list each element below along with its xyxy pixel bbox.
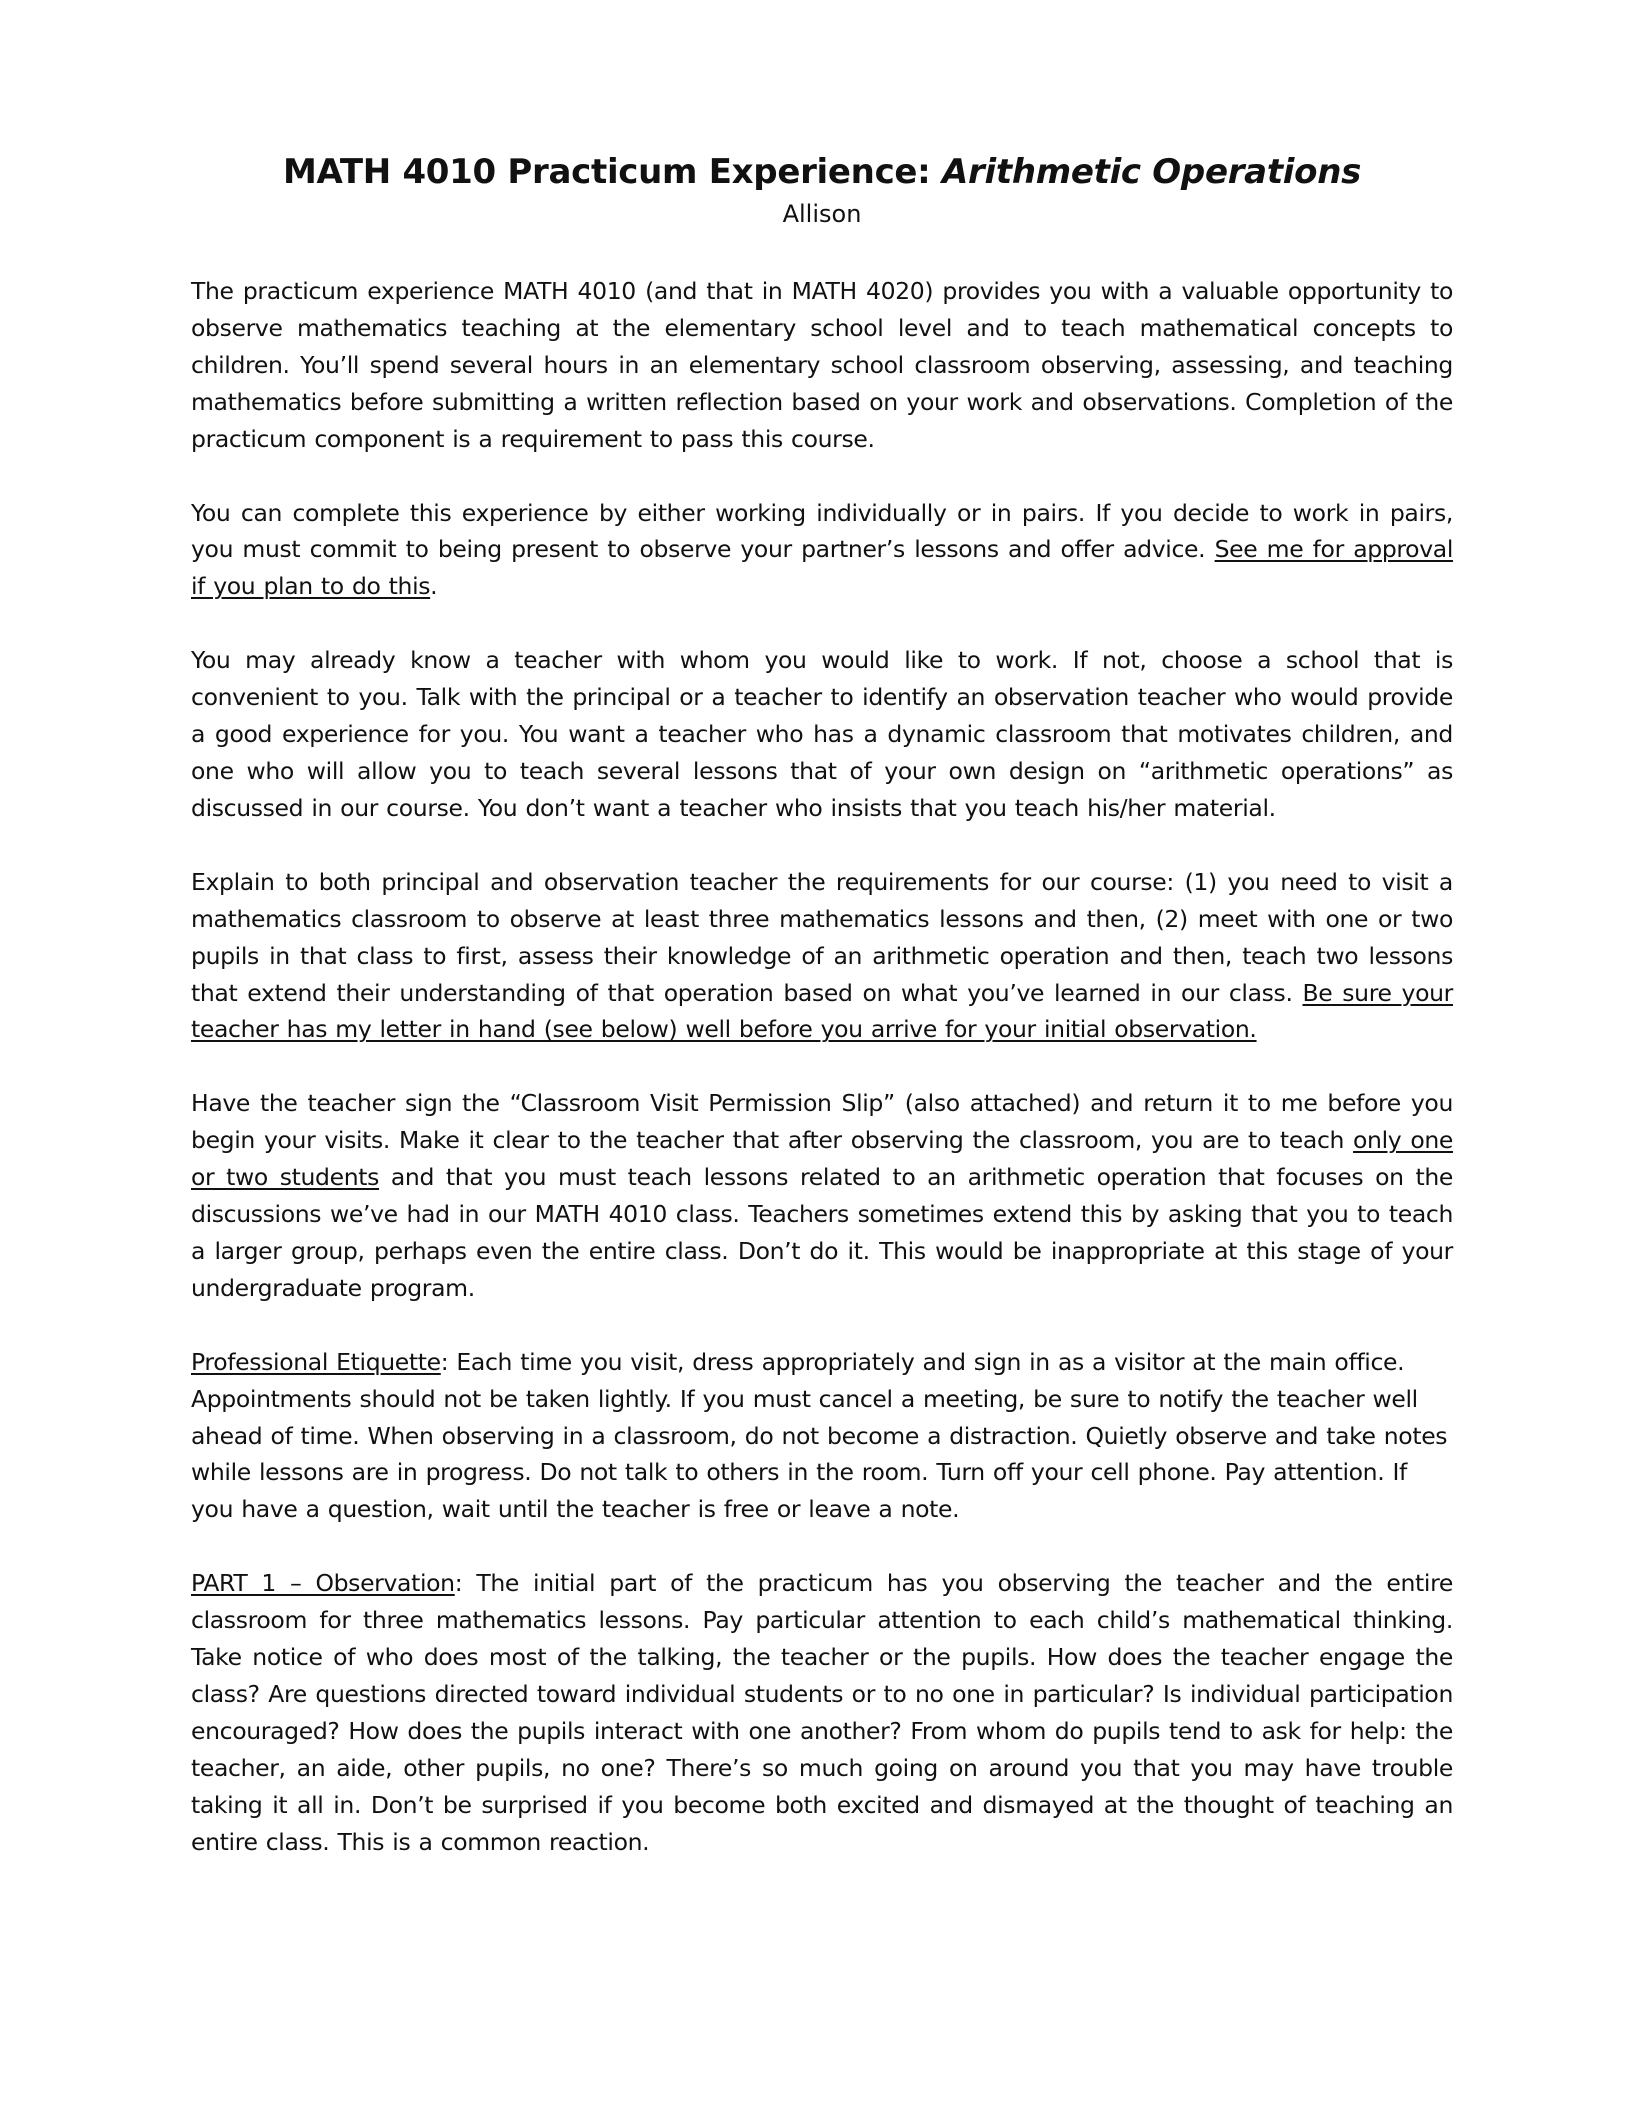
paragraph-requirements-text: Explain to both principal and observation teacher the requirements for our course: (1) you need to visit a mathematics classroom to observe at least three mathematics lessons and then, (2) meet with one or two pupils in that class to first, assess their knowledge of an arithmetic operation and then, teach two lessons that extend their understanding of that operation based on what you’ve learned in our class.: [191, 867, 1453, 1007]
title-subtitle: Arithmetic Operations: [942, 152, 1362, 192]
paragraph-permission-slip-rest: and that you must teach lessons related to an arithmetic operation that focuses on the discussions we’ve had in our MATH 4010 class. Teachers sometimes extend this by asking that you to teach a larger group, perhaps even the entire class. Don’t do it. This would be inappropriate at this stage of your undergraduate program.: [191, 1163, 1454, 1302]
students-note: only one or two students: [191, 1126, 1453, 1192]
etiquette-text: : Each time you visit, dress appropriately and sign in as a visitor at the main office. Appointments should not be taken lightly. If you must cancel a meeting, be sure to notify the teacher well ahead of time. When observing in a classroom, do not become a distraction. Quietly observe and take notes while lessons are in progress. Do not talk to others in the room. Turn off your cell phone. Pay attention. If you have a question, wait until the teacher is free or leave a note.: [191, 1347, 1448, 1524]
etiquette-heading: Professional Etiquette: [191, 1347, 441, 1376]
paragraph-intro: The practicum experience MATH 4010 (and that in MATH 4020) provides you with a valuable opportunity to observe mathematics teaching at the elementary school level and to teach mathematical concepts to children. You’ll spend several hours in an elementary school classroom observing, assessing, and teaching mathematics before submitting a written reflection based on your work and observations. Completion of the practicum component is a requirement to pass this course.: [191, 277, 1453, 453]
paragraph-requirements: [191, 864, 1453, 1049]
paragraph-choose-teacher: You may already know a teacher with whom you would like to work. If not, choose a school that is convenient to you. Talk with the principal or a teacher to identify an observation teacher who would provide a good experience for you. You want a teacher who has a dynamic classroom that motivates children, and one who will allow you to teach several lessons that of your own design on “arithmetic operations” as discussed in our course. You don’t want a teacher who insists that you teach his/her material.: [191, 646, 1453, 822]
paragraph-permission-slip: [191, 1085, 1453, 1306]
author-name: Allison: [782, 200, 862, 228]
observation-text: : The initial part of the practicum has you observing the teacher and the entire classroom for three mathematics lessons. Pay particular attention to each child’s mathematical thinking. Take notice of who does most of the talking, the teacher or the pupils. How does the teacher engage the class? Are questions directed toward individual students or to no one in particular? Is individual participation encouraged? How does the pupils interact with one another? From whom do pupils tend to ask for help: the teacher, an aide, other pupils, no one? There’s so much going on around you that you may have trouble taking it all in. Don’t be surprised if you become both excited and dismayed at the thought of teaching an entire class. This is a common reaction.: [191, 1569, 1453, 1856]
paragraph-pairs: [191, 495, 1453, 606]
paragraph-etiquette: [191, 1344, 1453, 1529]
paragraph-pairs-end: .: [430, 572, 438, 601]
paragraph-pairs-text: You can complete this experience by either working individually or in pairs. If you decide to work in pairs, you must commit to being present to observe your partner’s lessons and offer advice.: [191, 498, 1453, 564]
observation-heading: PART 1 – Observation: [191, 1569, 455, 1598]
page-title: [191, 150, 1453, 194]
approval-note: See me for approval if you plan to do this: [191, 535, 1453, 601]
letter-note: Be sure your teacher has my letter in hand (see below) well before you arrive for your initial observation.: [191, 978, 1453, 1044]
paragraph-permission-slip-text: Have the teacher sign the “Classroom Visit Permission Slip” (also attached) and return it to me before you begin your visits. Make it clear to the teacher that after observing the classroom, you are to teach: [191, 1089, 1453, 1155]
title-main: MATH 4010 Practicum Experience:: [282, 152, 931, 192]
paragraph-observation: [191, 1565, 1453, 1860]
